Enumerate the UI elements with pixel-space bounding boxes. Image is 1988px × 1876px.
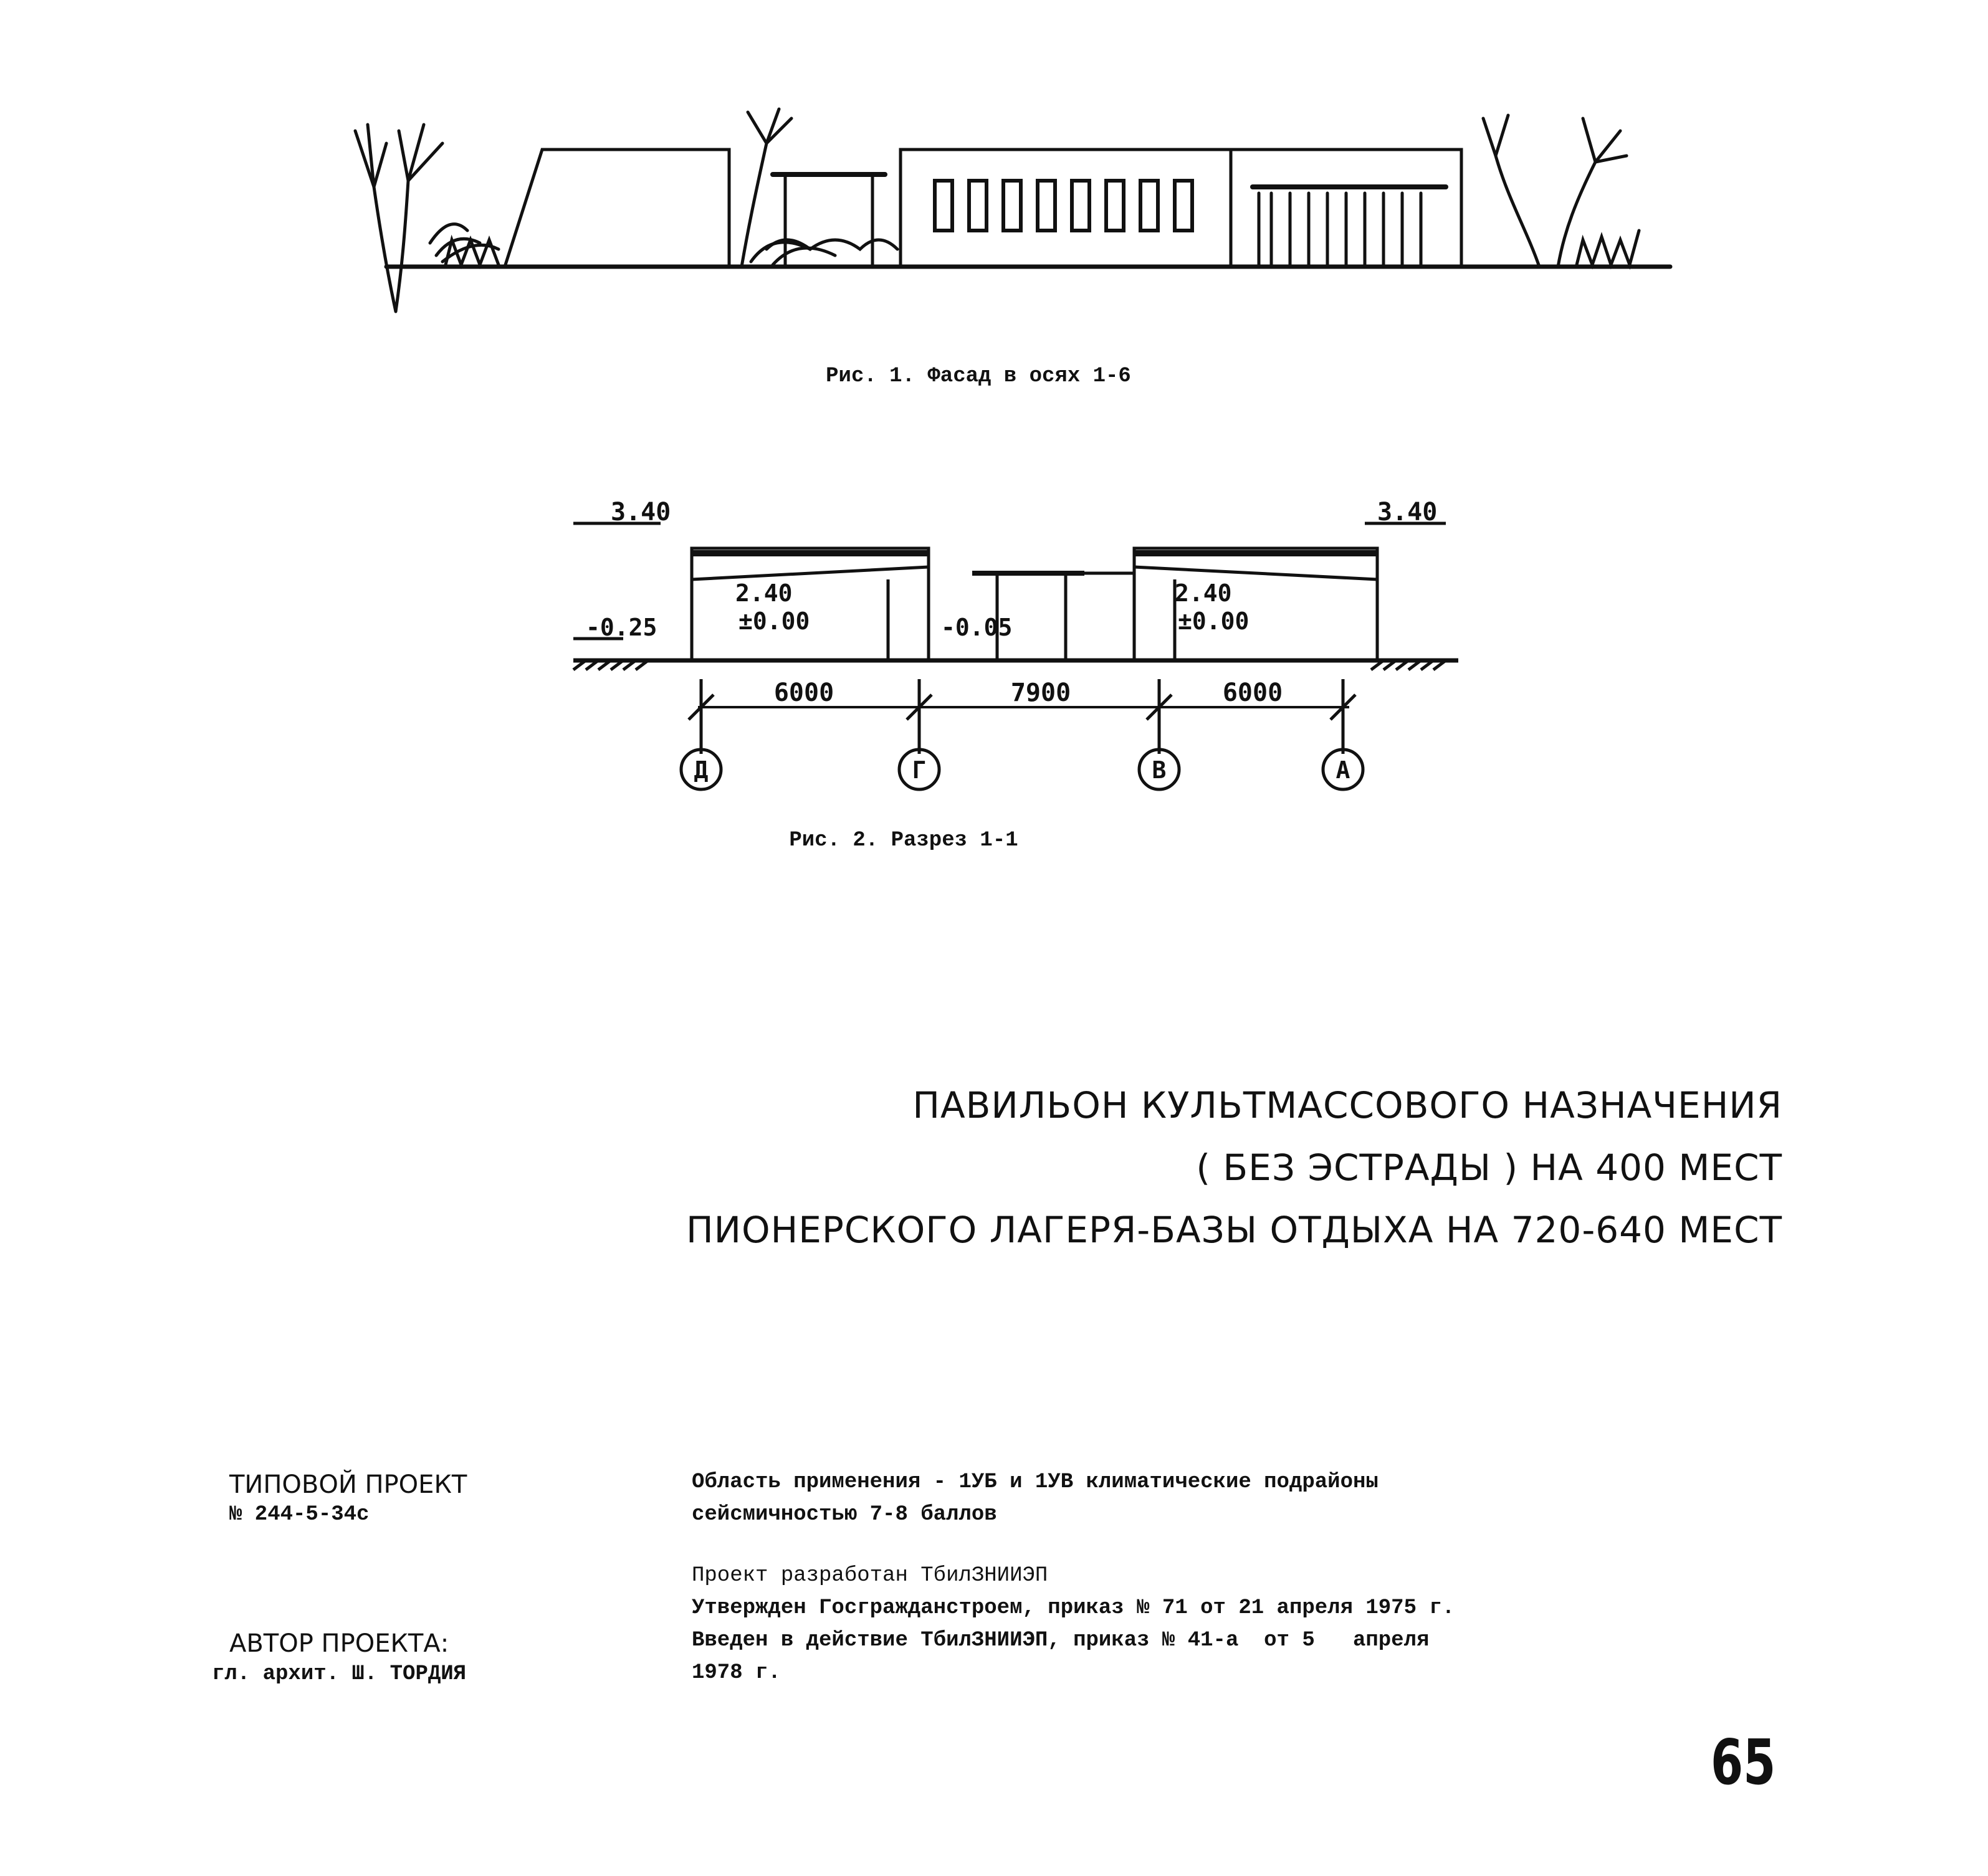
elev-inner-left-floor: ±0.00 [738,607,810,635]
elev-inner-left-ceiling: 2.40 [735,579,793,607]
scope-line-1: Область применения - 1УБ и 1УВ климатические подрайоны [692,1470,1379,1494]
project-type-label: ТИПОВОЙ ПРОЕКТ [229,1470,467,1499]
elev-middle: -0.05 [941,614,1013,641]
developed-by: Проект разработан ТбилЗНИИЭП [692,1564,1048,1588]
axis-label-3: В [1152,756,1167,784]
title-line-1: ПАВИЛЬОН КУЛЬТМАССОВОГО НАЗНАЧЕНИЯ [912,1084,1782,1126]
section-drawing [561,486,1471,798]
tree-left-icon [355,125,499,312]
project-number: № 244-5-34с [229,1503,370,1526]
scope-line-2: сейсмичностью 7-8 баллов [692,1503,997,1526]
elev-outer-left: -0.25 [586,614,657,641]
figure2-caption: Рис. 2. Разрез 1-1 [789,829,1018,852]
elev-top-right: 3.40 [1377,498,1438,526]
title-line-3: ПИОНЕРСКОГО ЛАГЕРЯ-БАЗЫ ОТДЫХА НА 720-640 МЕСТ [686,1209,1782,1251]
author-name: гл. архит. Ш. ТОРДИЯ [212,1662,467,1686]
page-number: 65 [1711,1726,1776,1799]
dimension-2: 7900 [1010,679,1071,707]
approved-by: Утвержден Госгражданстроем, приказ № 71 от 21 апреля 1975 г. [692,1596,1455,1620]
glazed-entrance [1259,193,1421,267]
elev-inner-right-ceiling: 2.40 [1175,579,1232,607]
axis-label-2: Г [912,756,927,784]
author-label: АВТОР ПРОЕКТА: [229,1629,449,1658]
elev-top-left: 3.40 [611,498,671,526]
elev-inner-right-floor: ±0.00 [1178,607,1250,635]
dimension-3: 6000 [1222,679,1283,707]
window-row [935,181,1192,231]
enacted-line-1: Введен в действие ТбилЗНИИЭП, приказ № 41-а от 5 апреля [692,1629,1430,1652]
tree-right-icon [1483,115,1639,267]
facade-drawing [337,106,1683,330]
dimension-1: 6000 [773,679,834,707]
title-line-2: ( БЕЗ ЭСТРАДЫ ) НА 400 МЕСТ [1196,1146,1782,1189]
axis-label-1: Д [694,756,709,784]
axis-label-4: А [1336,756,1350,784]
enacted-line-2: 1978 г. [692,1661,781,1685]
figure1-caption: Рис. 1. Фасад в осях 1-6 [826,364,1131,388]
